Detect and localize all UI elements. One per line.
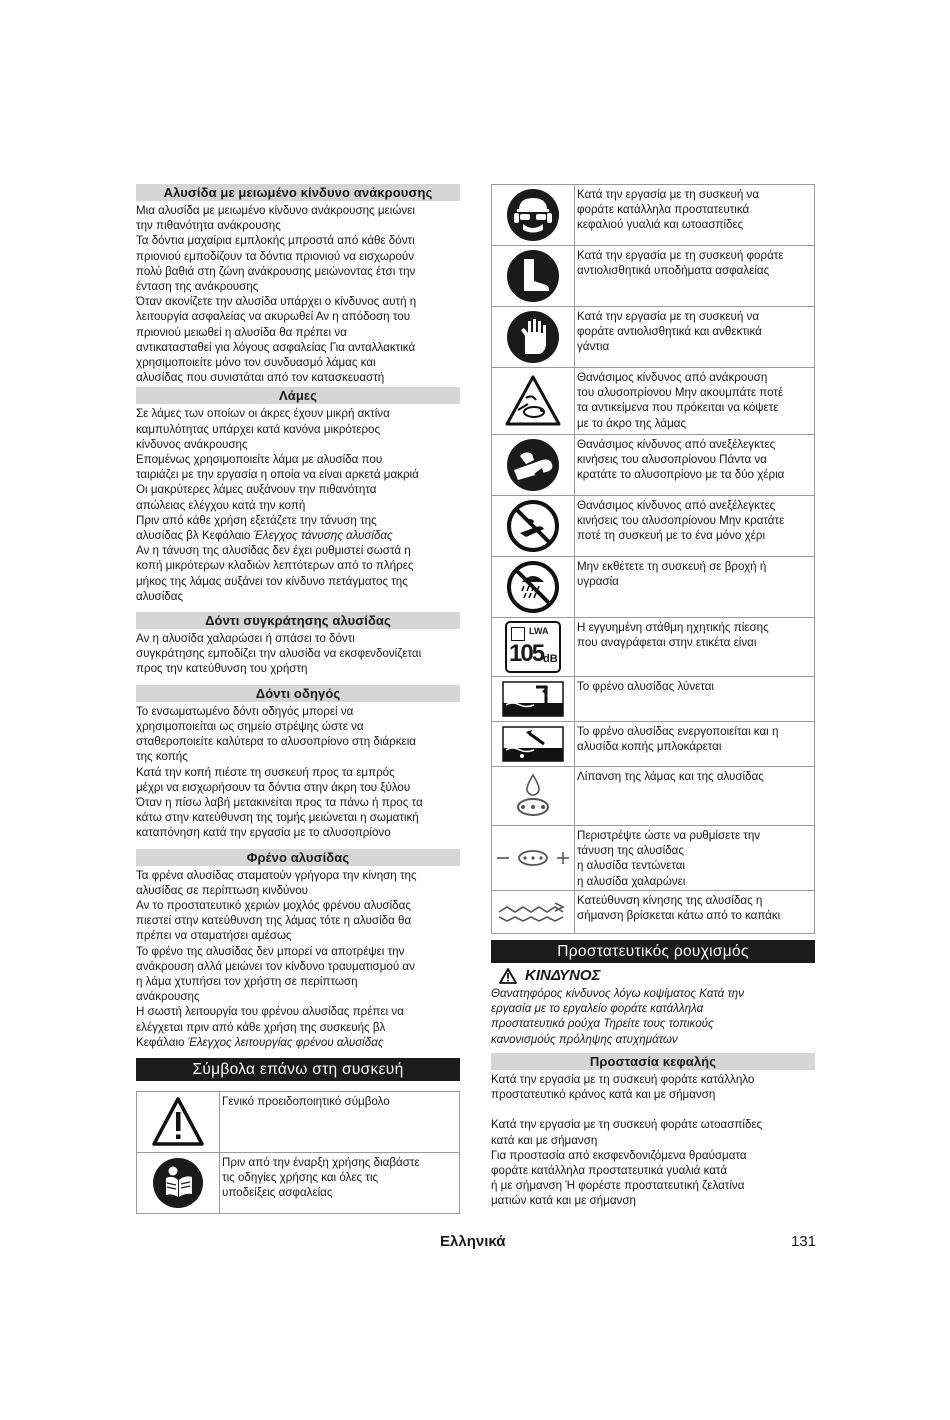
danger-text: Θανατηφόρος κίνδυνος λόγω κοψίματος Κατά την εργασία με το εργαλείο φοράτε κατάλληλα προστατευτικά ρούχα Τηρείτε τους τοπικούς κανονισμούς πρόληψης ατυχημάτων: [491, 987, 745, 1046]
sound-level-unit: dB: [543, 653, 558, 665]
table-row: [492, 826, 815, 891]
section-heading-spike: Δόντι οδηγός: [136, 685, 460, 702]
sound-level-value: 105: [509, 640, 544, 667]
table-row: [492, 722, 815, 767]
head-protection-icon: [506, 188, 560, 242]
no-one-hand-icon: [506, 499, 560, 553]
table-row: [492, 435, 815, 496]
page-footer: [136, 1233, 816, 1253]
table-row: [137, 1091, 460, 1152]
warning-triangle-icon: [151, 1095, 205, 1149]
symbols-table-right: [491, 184, 815, 934]
table-row: [492, 307, 815, 368]
table-row: [137, 1152, 460, 1213]
section-heading-chain-brake: Φρένο αλυσίδας: [136, 849, 460, 866]
two-hands-icon: [506, 438, 560, 492]
section-heading-protective-clothing: Προστατευτικός ρουχισμός: [491, 940, 815, 963]
chain-tension-icon: [495, 838, 571, 878]
table-row: [492, 677, 815, 722]
oil-lubrication-icon: [513, 771, 553, 821]
symbol-text: Θανάσιμος κίνδυνος από ανεξέλεγκτες κινήσεις του αλυσοπρίονου Πάντα να κρατάτε το αλυσοπρίονο με τα δύο χέρια: [575, 435, 815, 496]
footer-language: Ελληνικά: [440, 1233, 506, 1250]
paragraph-head-protection: Κατά την εργασία με τη συσκευή φοράτε κατάλληλο προστατευτικό κράνος κατά και με σήμανση Κατά την εργασία με τη συσκευή φοράτε ωτοασπίδες κατά και με σήμανση Για προστασία από εκσφενδονιζόμενα θραύσματα φοράτε κατάλληλα προστατευτικά γυαλιά κατά ή με σήμανση Ή φορέστε προστατευτική ζελατίνα ματιών κατά και με σήμανση: [491, 1072, 763, 1208]
symbol-text: Πριν από την έναρξη χρήσης διαβάστε τις οδηγίες χρήσης και όλες τις υποδείξεις ασφαλείας: [220, 1152, 460, 1213]
no-rain-icon: [506, 560, 560, 614]
brake-released-icon: [502, 681, 564, 717]
table-row: [492, 368, 815, 435]
symbol-text: Η εγγυημένη στάθμη ηχητικής πίεσης που αναγράφεται στην ετικέτα είναι: [575, 618, 815, 677]
paragraph-chain-brake: [136, 868, 460, 1050]
symbols-table-left: [136, 1091, 460, 1214]
symbol-text: Κατά την εργασία με τη συσκευή να φοράτε κατάλληλα προστατευτικά κεφαλιού γυαλιά και ωτοασπίδες: [575, 185, 815, 246]
chain-brake-chapter-ref: Έλεγχος λειτουργίας φρένου αλυσίδας: [187, 1035, 384, 1049]
symbol-text: Θανάσιμος κίνδυνος από ανάκρουση του αλυσοπρίονου Μην ακουμπάτε ποτέ τα αντικείμενα που πρόκειται να κόψετε με το άκρο της λάμας: [575, 368, 815, 435]
symbol-text: Λίπανση της λάμας και της αλυσίδας: [575, 767, 815, 826]
symbol-text: Κατά την εργασία με τη συσκευή φοράτε αντιολισθητικά υποδήματα ασφαλείας: [575, 246, 815, 307]
table-row: [492, 557, 815, 618]
symbol-text: Το φρένο αλυσίδας ενεργοποιείται και η αλυσίδα κοπής μπλοκάρεται: [575, 722, 815, 767]
paragraph-kickback-chain: Μια αλυσίδα με μειωμένο κίνδυνο ανάκρουσης μειώνει την πιθανότητα ανάκρουσης Τα δόντια μαχαίρια εμπλοκής μπροστά από κάθε δόντι πριονιού εμποδίζουν τα δόντια πριονιού να εισχωρούν πολύ βαθιά στη ζώνη ανάκρουσης μειώνοντας έτσι την ένταση της ανάκρουσης Όταν ακονίζετε την αλυσίδα υπάρχει ο κίνδυνος αυτή η λειτουργία ασφαλείας να ακυρωθεί Αν η απόδοση του πριονιού μειωθεί η αλυσίδα θα πρέπει να αντικατασταθεί για λόγους ασφαλείας Για ανταλλακτικά χρησιμοποιείτε μόνο τον συνδυασμό λάμας και αλυσίδας που συνιστάται από τον κατασκευαστή: [136, 204, 417, 385]
table-row: [492, 618, 815, 677]
symbol-text: Μην εκθέτετε τη συσκευή σε βροχή ή υγρασία: [575, 557, 815, 618]
table-row: [492, 496, 815, 557]
paragraph-catcher: Αν η αλυσίδα χαλαρώσει ή σπάσει το δόντι συγκράτησης εμποδίζει την αλυσίδα να εκσφενδονίζεται προς την κατεύθυνση του χρήστη: [136, 632, 422, 676]
read-manual-icon: [152, 1157, 204, 1209]
warning-triangle-icon: [499, 968, 517, 984]
brake-engaged-icon: [502, 726, 564, 762]
left-column: [136, 184, 460, 1214]
bars-text: Σε λάμες των οποίων οι άκρες έχουν μικρή ακτίνα καμπυλότητας υπάρχει κατά κανόνα μικρότερος κίνδυνος ανάκρουσης Επομένως χρησιμοποιείτε λάμα με αλυσίδα που ταιριάζει με την εργασία η οποία να είναι αρκετά μακριά Οι μακρύτερες λάμες αυξάνουν την πιθανότητα απώλειας ελέγχου κατά την κοπή Πριν από κάθε χρήση εξετάζετε την τάνυση της αλυσίδας βλ Κεφάλαιο: [136, 407, 419, 543]
section-heading-catcher: Δόντι συγκράτησης αλυσίδας: [136, 612, 460, 629]
page-number: 131: [790, 1233, 816, 1250]
section-heading-symbols: Σύμβολα επάνω στη συσκευή: [136, 1058, 460, 1081]
danger-label: ΚΙΝΔΥΝΟΣ: [525, 967, 601, 984]
table-row: [492, 185, 815, 246]
section-heading-kickback-chain: Αλυσίδα με μειωμένο κίνδυνο ανάκρουσης: [136, 184, 460, 201]
paragraph-bars: [136, 406, 460, 604]
symbol-text: Κατεύθυνση κίνησης της αλυσίδας η σήμανση βρίσκεται κάτω από το καπάκι: [575, 891, 815, 934]
paragraph-spike: Το ενσωματωμένο δόντι οδηγός μπορεί να χρησιμοποιείται ως σημείο στρέψης ώστε να σταθεροποιείτε καλύτερα το αλυσοπρίονο στη διάρκεια της κοπής Κατά την κοπή πιέστε τη συσκευή προς τα εμπρός μέχρι να εισχωρήσουν τα δόντια στην άκρη του ξύλου Όταν η πίσω λαβή μετακινείται προς τα πάνω ή προς τα κάτω στην κατεύθυνση της τομής μειώνεται η σωματική καταπόνηση κατά την εργασία με το αλυσοπρίονο: [136, 704, 423, 840]
table-row: [492, 891, 815, 934]
chain-direction-icon: [495, 897, 571, 927]
table-row: [492, 246, 815, 307]
bars-chapter-ref: Έλεγχος τάνυσης αλυσίδας: [253, 529, 393, 543]
section-heading-head-protection: Προστασία κεφαλής: [491, 1053, 815, 1070]
symbol-text: Κατά την εργασία με τη συσκευή να φοράτε αντιολισθητικά και ανθεκτικά γάντια: [575, 307, 815, 368]
bars-text-2: Αν η τάνυση της αλυσίδας δεν έχει ρυθμιστεί σωστά η κοπή μικρότερων κλαδιών λεπτότερων από το πλήρες μήκος της λάμας αυξάνει τον κίνδυνο πετάγματος της αλυσίδας: [136, 544, 414, 603]
gloves-icon: [506, 310, 560, 364]
section-heading-bars: Λάμες: [136, 387, 460, 404]
symbol-text: Θανάσιμος κίνδυνος από ανεξέλεγκτες κινήσεις του αλυσοπρίονου Μην κρατάτε ποτέ τη συσκευή με το ένα μόνο χέρι: [575, 496, 815, 557]
safety-boots-icon: [506, 249, 560, 303]
table-row: [492, 767, 815, 826]
sound-level-icon: [505, 621, 561, 673]
symbol-text: Το φρένο αλυσίδας λύνεται: [575, 677, 815, 722]
lwa-label: LWA: [529, 626, 549, 636]
symbol-text: Περιστρέψτε ώστε να ρυθμίσετε την τάνυση της αλυσίδας η αλυσίδα τεντώνεται η αλυσίδα χαλαρώνει: [575, 826, 815, 891]
symbol-text: Γενικό προειδοποιητικό σύμβολο: [220, 1091, 460, 1152]
kickback-warning-icon: [504, 374, 562, 428]
right-column: [491, 184, 815, 1209]
chain-brake-text: Τα φρένα αλυσίδας σταματούν γρήγορα την κίνηση της αλυσίδας σε περίπτωση κινδύνου Αν το προστατευτικό χεριών μοχλός φρένου αλυσίδας πιεστεί στην κατεύθυνση της λάμας τότε η αλυσίδα θα πρέπει να σταματήσει αμέσως Το φρένο της αλυσίδας δεν μπορεί να αποτρέψει την ανάκρουση αλλά μειώνει τον κίνδυνο τραυματισμού αν η λάμα χτυπήσει τον χρήστη σε περίπτωση ανάκρουσης Η σωστή λειτουργία του φρένου αλυσίδας πρέπει να ελέγχεται πριν από κάθε χρήση της συσκευής βλ Κεφάλαιο: [136, 868, 417, 1049]
danger-warning: [499, 967, 815, 984]
